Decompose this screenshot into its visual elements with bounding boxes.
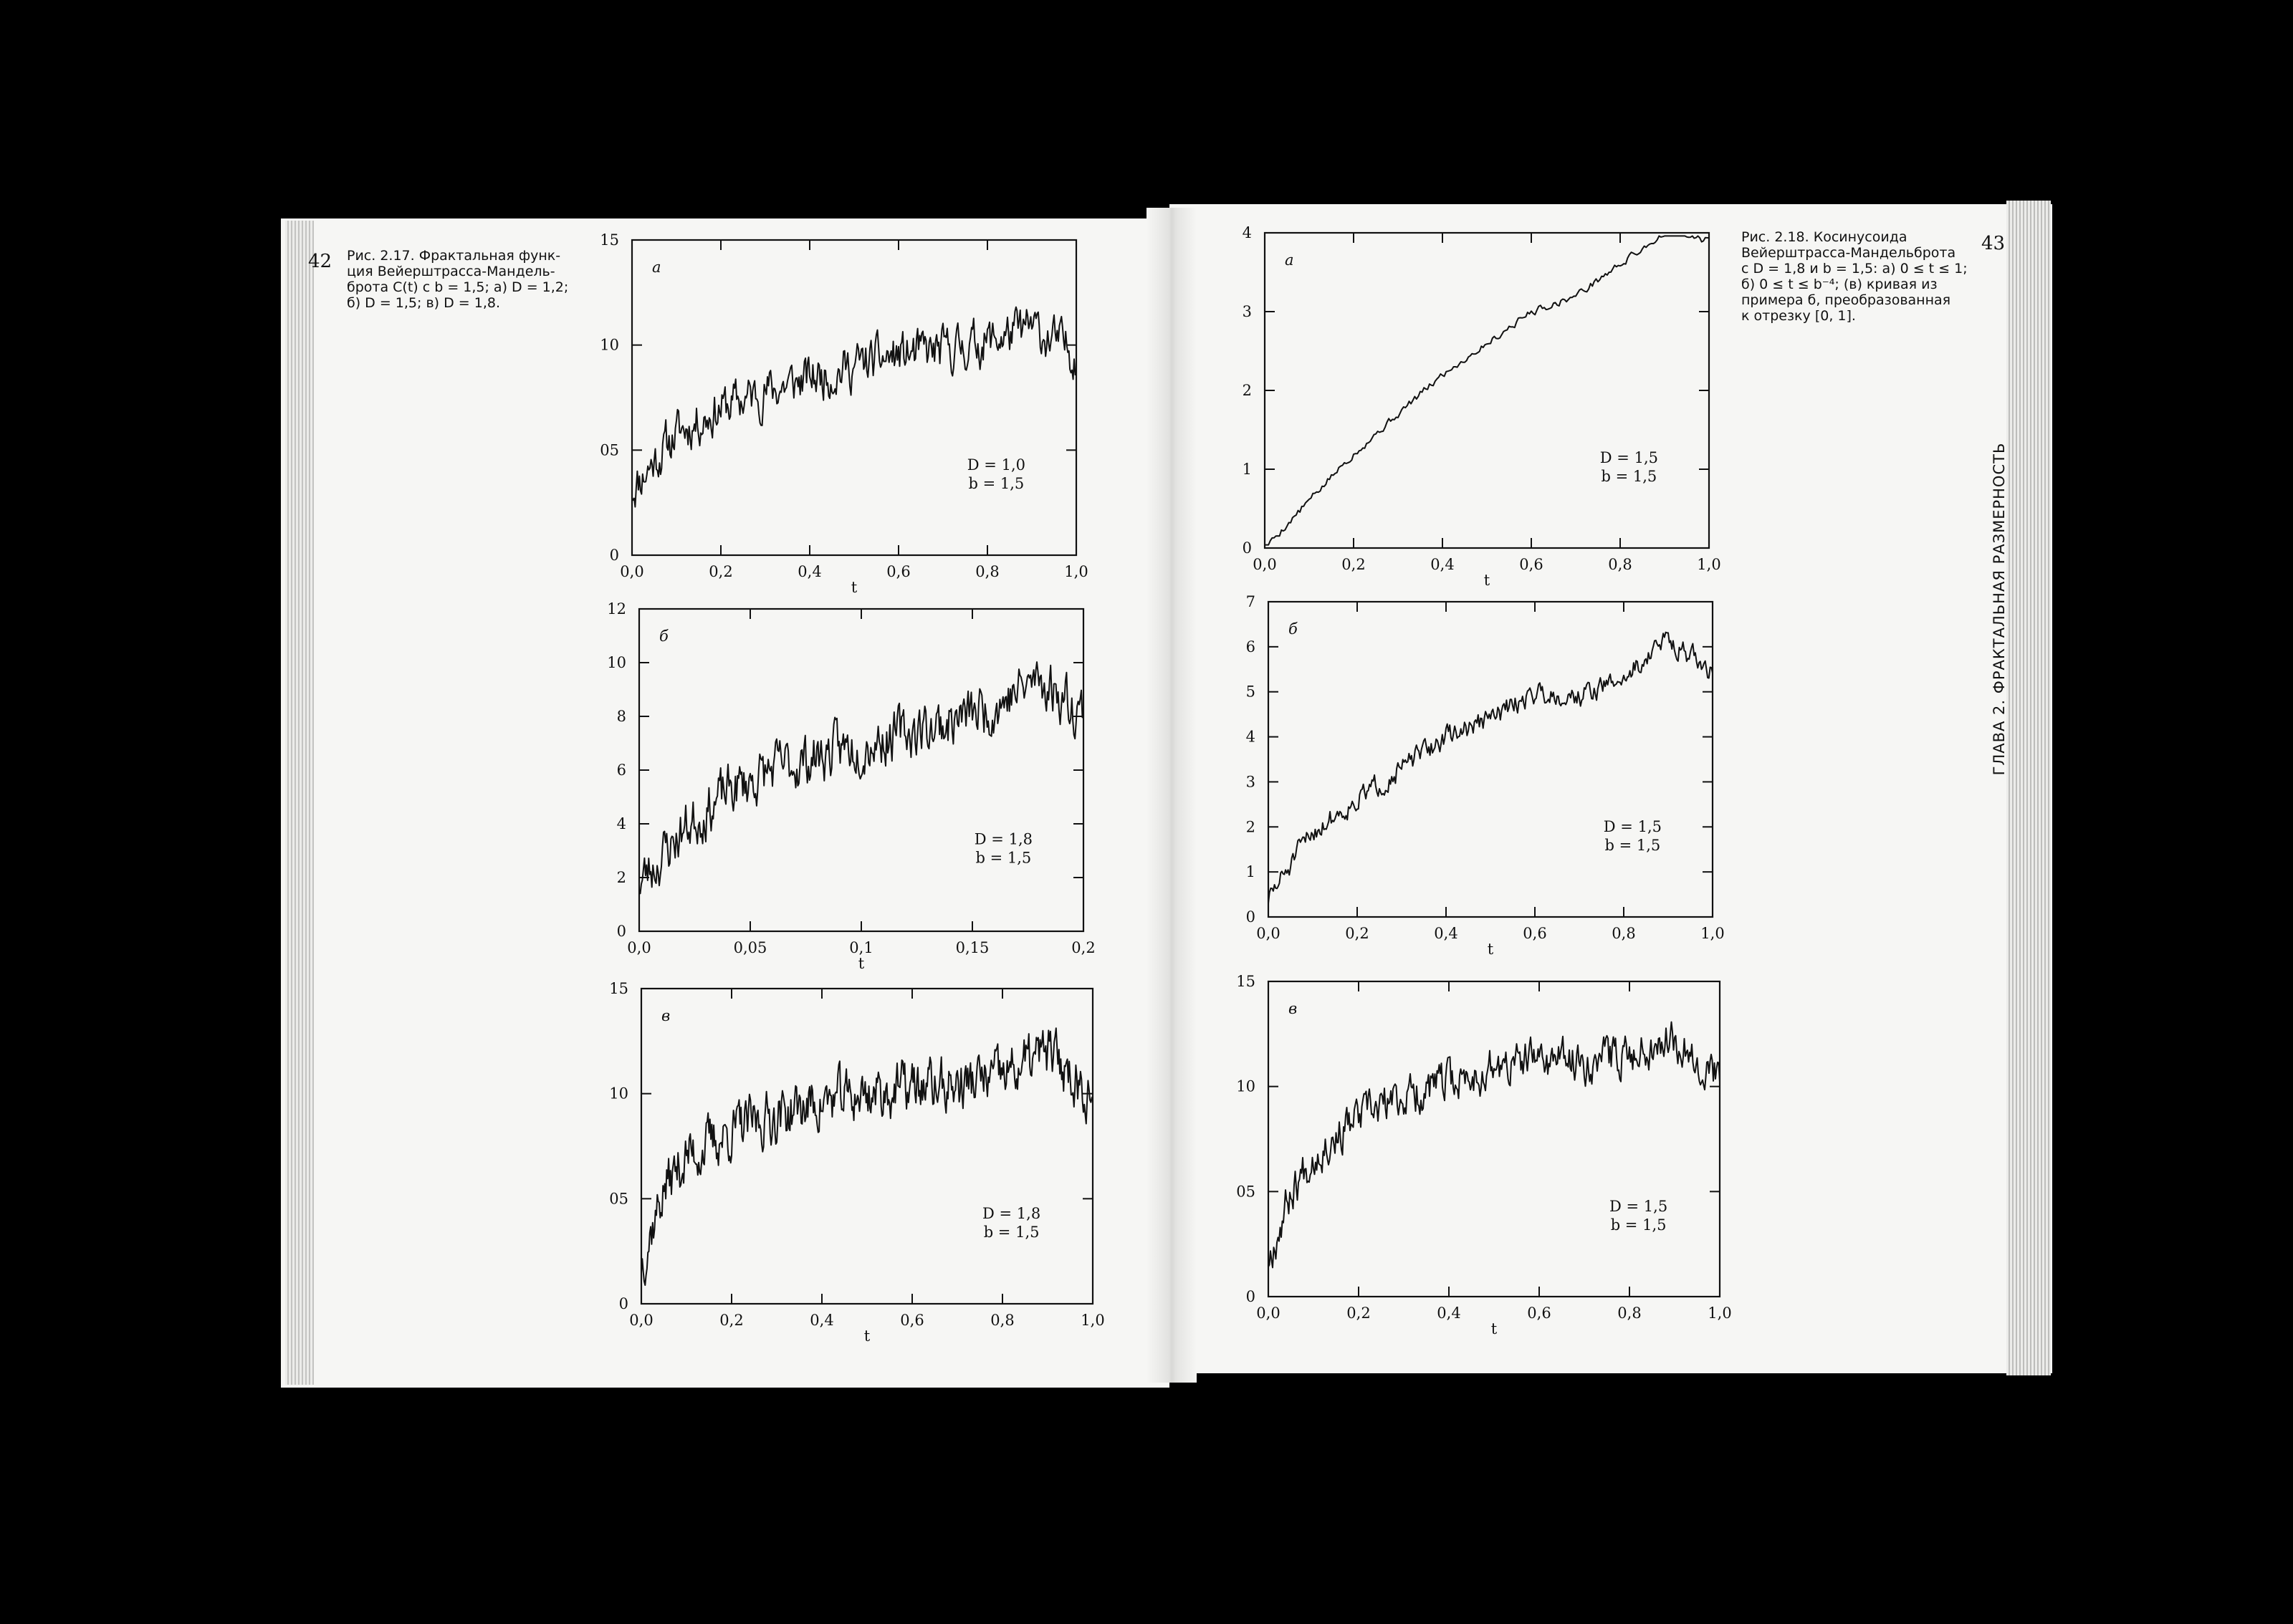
x-tick-label: 0,6: [886, 563, 911, 580]
x-tick-label: 1,0: [1697, 556, 1721, 573]
x-tick-label: 0,05: [733, 939, 767, 956]
y-tick-label: 6: [616, 761, 626, 779]
x-tick-label: 0,2: [1341, 556, 1366, 573]
y-tick-label: 10: [609, 1085, 628, 1102]
y-tick-label: 2: [1245, 818, 1255, 836]
caption-line: б) D = 1,5; в) D = 1,8.: [347, 295, 500, 311]
y-tick-label: 3: [1242, 303, 1252, 320]
caption-line: б) 0 ≤ t ≤ b⁻⁴; (в) кривая из: [1741, 277, 1938, 292]
x-tick-label: 0,6: [900, 1312, 924, 1329]
plot-2-18-b: [1229, 595, 1745, 974]
y-tick-label: 4: [616, 815, 626, 832]
x-tick-label: 0,2: [1071, 939, 1096, 956]
x-tick-label: 0,2: [1346, 1305, 1371, 1322]
y-tick-label: 0: [1245, 908, 1255, 926]
caption-line: ция Вейерштрасса-Мандель-: [347, 264, 555, 279]
x-tick-label: 0,6: [1519, 556, 1543, 573]
panel-label: в: [661, 1007, 671, 1024]
x-tick-label: 0,4: [1434, 925, 1458, 942]
x-tick-label: 0,4: [1430, 556, 1455, 573]
x-tick-label: 0,2: [709, 563, 733, 580]
y-tick-label: 15: [1236, 973, 1255, 990]
y-tick-label: 10: [600, 336, 619, 354]
figure-2-17-caption: [347, 248, 583, 311]
x-tick-label: 1,0: [1708, 1305, 1732, 1322]
running-head: ГЛАВА 2. ФРАКТАЛЬНАЯ РАЗМЕРНОСТЬ: [1991, 442, 2008, 776]
plot-frame: [1265, 233, 1709, 548]
parameter-annotation: b = 1,5: [1601, 468, 1657, 486]
plot-frame: [639, 609, 1083, 931]
caption-line: Рис. 2.17. Фрактальная функ-: [347, 248, 561, 264]
y-tick-label: 10: [1236, 1077, 1255, 1095]
parameter-annotation: b = 1,5: [983, 1224, 1040, 1241]
y-tick-label: 6: [1245, 638, 1255, 655]
plot-frame: [641, 989, 1093, 1304]
y-tick-label: 3: [1245, 773, 1255, 791]
y-tick-label: 0: [1242, 539, 1252, 557]
left-page-edges: [285, 221, 314, 1385]
y-tick-label: 05: [600, 441, 619, 459]
x-axis-label: t: [1483, 572, 1490, 589]
parameter-annotation: D = 1,5: [1603, 818, 1662, 836]
x-axis-label: t: [858, 955, 865, 972]
x-tick-label: 0,6: [1527, 1305, 1551, 1322]
x-tick-label: 0,2: [1345, 925, 1369, 942]
caption-line: Вейерштрасса-Мандельброта: [1741, 245, 1956, 261]
plot-frame: [1268, 602, 1713, 917]
x-axis-label: t: [1487, 941, 1494, 958]
y-tick-label: 2: [616, 869, 626, 886]
x-tick-label: 0,0: [1256, 925, 1280, 942]
series-line: [1265, 236, 1709, 544]
panel-label: б: [1288, 620, 1298, 638]
y-tick-label: 0: [609, 547, 619, 564]
panel-label: б: [659, 628, 669, 645]
x-tick-label: 0,6: [1523, 925, 1547, 942]
panel-label: а: [1285, 251, 1294, 269]
x-tick-label: 0,0: [627, 939, 651, 956]
y-tick-label: 4: [1245, 728, 1255, 746]
figure-2-18-caption: [1741, 229, 1985, 324]
y-tick-label: 0: [618, 1295, 628, 1312]
parameter-annotation: b = 1,5: [1610, 1216, 1667, 1234]
x-tick-label: 0,0: [1256, 1305, 1280, 1322]
parameter-annotation: b = 1,5: [1604, 837, 1661, 855]
panel-label: в: [1288, 1000, 1298, 1017]
caption-line: Рис. 2.18. Косинусоида: [1741, 229, 1907, 245]
series-line: [1268, 633, 1713, 903]
plot-2-17-b: [595, 602, 1111, 974]
y-tick-label: 2: [1242, 382, 1252, 399]
plot-2-18-a: [1229, 226, 1745, 591]
y-tick-label: 4: [1242, 224, 1252, 241]
x-tick-label: 1,0: [1081, 1312, 1105, 1329]
x-tick-label: 0,15: [955, 939, 990, 956]
caption-line: с D = 1,8 и b = 1,5: а) 0 ≤ t ≤ 1;: [1741, 261, 1968, 277]
x-tick-label: 0,8: [1617, 1305, 1642, 1322]
right-page-edges: [2006, 201, 2051, 1375]
y-tick-label: 10: [607, 654, 626, 671]
y-tick-label: 1: [1245, 863, 1255, 881]
parameter-annotation: b = 1,5: [975, 849, 1032, 867]
y-tick-label: 0: [616, 923, 626, 940]
x-tick-label: 0,4: [1437, 1305, 1461, 1322]
parameter-annotation: D = 1,5: [1599, 449, 1658, 467]
x-tick-label: 0,1: [849, 939, 873, 956]
plot-frame: [632, 240, 1076, 555]
x-tick-label: 0,0: [620, 563, 644, 580]
x-tick-label: 0,4: [810, 1312, 834, 1329]
plot-2-18-v: [1229, 974, 1745, 1347]
x-tick-label: 0,8: [1608, 556, 1632, 573]
x-axis-label: t: [863, 1327, 871, 1345]
y-tick-label: 12: [607, 600, 626, 618]
x-tick-label: 0,8: [975, 563, 1000, 580]
parameter-annotation: b = 1,5: [968, 475, 1025, 493]
y-tick-label: 1: [1242, 461, 1252, 478]
book-gutter: [1146, 208, 1197, 1383]
x-tick-label: 0,0: [629, 1312, 654, 1329]
y-tick-label: 15: [609, 980, 628, 997]
parameter-annotation: D = 1,8: [974, 830, 1033, 848]
series-line: [641, 1028, 1093, 1285]
x-tick-label: 0,8: [1612, 925, 1636, 942]
parameter-annotation: D = 1,0: [967, 456, 1025, 474]
x-tick-label: 1,0: [1064, 563, 1088, 580]
y-tick-label: 7: [1245, 593, 1255, 610]
plot-2-17-a: [595, 231, 1096, 596]
x-axis-label: t: [1490, 1320, 1498, 1337]
x-tick-label: 0,0: [1253, 556, 1277, 573]
caption-line: брота C(t) с b = 1,5; а) D = 1,2;: [347, 279, 569, 295]
plot-2-17-v: [595, 981, 1125, 1347]
parameter-annotation: D = 1,5: [1609, 1198, 1668, 1216]
caption-line: к отрезку [0, 1].: [1741, 308, 1856, 324]
x-axis-label: t: [851, 579, 858, 596]
y-tick-label: 05: [609, 1190, 628, 1208]
x-tick-label: 0,8: [990, 1312, 1015, 1329]
x-tick-label: 1,0: [1700, 925, 1725, 942]
x-tick-label: 0,4: [798, 563, 822, 580]
left-page-number: 42: [308, 251, 332, 272]
caption-line: примера б, преобразованная: [1741, 292, 1951, 308]
x-tick-label: 0,2: [719, 1312, 744, 1329]
y-tick-label: 05: [1236, 1183, 1255, 1201]
right-page-number: 43: [1981, 233, 2006, 254]
y-tick-label: 8: [616, 708, 626, 725]
y-tick-label: 0: [1245, 1288, 1255, 1305]
y-tick-label: 15: [600, 231, 619, 249]
y-tick-label: 5: [1245, 683, 1255, 701]
panel-label: а: [652, 259, 661, 276]
parameter-annotation: D = 1,8: [982, 1205, 1041, 1223]
